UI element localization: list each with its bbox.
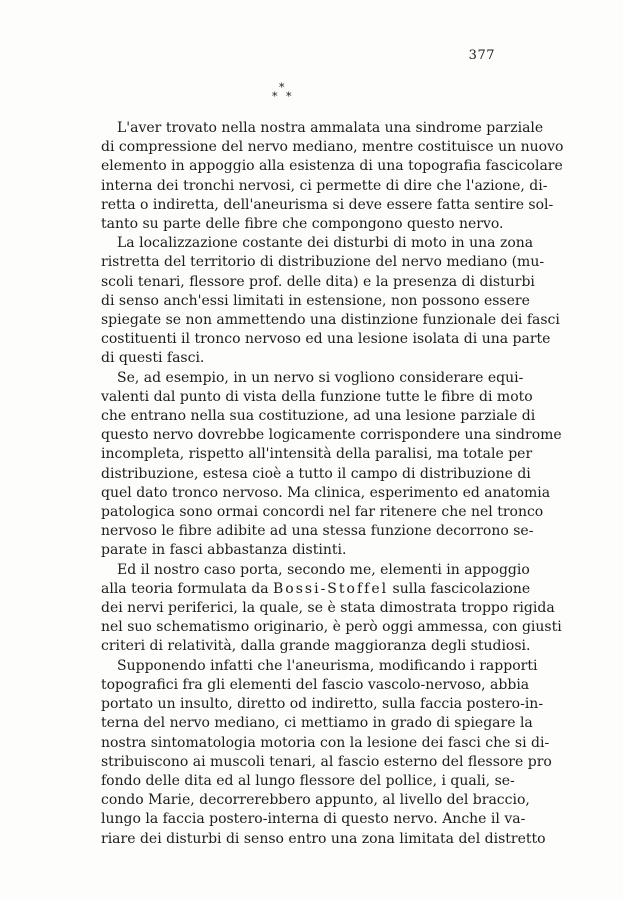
text-line: Supponendo infatti che l'aneurisma, modificando i rapporti <box>117 657 538 674</box>
text-line: stribuiscono ai muscoli tenari, al fascio esterno del flessore pro <box>101 753 552 770</box>
text-fragment: nel suo schematismo originario, è però oggi ammessa, con giusti <box>101 619 562 636</box>
text-line: riare dei disturbi di senso entro una zona limitata del distretto <box>101 830 546 847</box>
text-line: costituenti il tronco nervoso ed una lesione isolata di una parte <box>101 331 551 348</box>
text-line: Se, ad esempio, in un nervo si vogliono considerare equi- <box>117 369 524 386</box>
text-line: fondo delle dita ed al lungo flessore del pollice, i quali, se- <box>101 772 515 789</box>
text-line: L'aver trovato nella nostra ammalata una sindrome parziale <box>117 120 544 136</box>
paragraph <box>101 369 562 561</box>
text-fragment: alla teoria formulata da <box>101 580 274 597</box>
text-line: di compressione del nervo mediano, mentre costituisce un nuovo <box>101 139 564 156</box>
text-line: elemento in appoggio alla esistenza di una topografia fascicolare <box>101 158 563 175</box>
page-number: 377 <box>468 48 495 63</box>
paragraph <box>101 119 564 234</box>
text-line: terna del nervo mediano, ci mettiamo in grado di spiegare la <box>101 715 533 732</box>
text-line <box>101 599 555 618</box>
text-line: di questi fasci. <box>101 350 205 367</box>
text-fragment: criteri di relatività, dalla grande maggioranza degli studiosi. <box>101 638 531 655</box>
text-line: nervoso le fibre adibite ad una stessa funzione decorrono se- <box>101 523 534 540</box>
paragraph <box>101 657 552 849</box>
text-line: lungo la faccia postero-interna di questo nervo. Anche il va- <box>101 811 526 828</box>
text-fragment: dei nervi periferici, la quale, se è stata dimostrata troppo rigida <box>101 600 555 617</box>
text-fragment: sulla fascicolazione <box>388 580 531 597</box>
body-text <box>101 119 564 849</box>
section-asterism <box>270 82 300 108</box>
asterism-star: * <box>272 90 278 103</box>
text-line: incompleta, rispetto all'intensità della paralisi, ma totale per <box>101 446 533 463</box>
text-line: condo Marie, decorrerebbero appunto, al livello del braccio, <box>101 792 530 809</box>
text-line: valenti dal punto di vista della funzione tutte le fibre di moto <box>101 388 533 405</box>
text-line <box>101 580 531 599</box>
text-line: questo nervo dovrebbe logicamente corrispondere una sindrome <box>101 427 562 444</box>
text-line: La localizzazione costante dei disturbi di moto in una zona <box>117 235 534 252</box>
paragraph <box>101 234 560 368</box>
text-line: portato un insulto, diretto od indiretto, sulla faccia postero-in- <box>101 696 544 713</box>
text-line: distribuzione, estesa cioè a tutto il campo di distribuzione di <box>101 465 531 482</box>
text-line <box>101 561 530 580</box>
author-name: Bossi-Stoffel <box>273 580 389 597</box>
text-line: retta o indiretta, dell'aneurisma si deve essere fatta sentire sol- <box>101 196 554 213</box>
text-line: quel dato tronco nervoso. Ma clinica, esperimento ed anatomia <box>101 484 551 501</box>
text-line: patologica sono ormai concordi nel far ritenere che nel tronco <box>101 504 544 521</box>
text-line: spiegate se non ammettendo una distinzione funzionale dei fasci <box>101 312 560 329</box>
text-line: nostra sintomatologia motoria con la lesione dei fasci che si di- <box>101 734 550 751</box>
text-line: di senso anch'essi limitati in estensione, non possono essere <box>101 292 530 309</box>
text-line: ristretta del territorio di distribuzione del nervo mediano (mu- <box>101 254 545 271</box>
asterism-star: * <box>279 81 285 94</box>
paragraph <box>101 561 562 657</box>
text-line: parate in fasci abbastanza distinti. <box>101 542 347 559</box>
text-fragment: Ed il nostro caso porta, secondo me, elementi in appoggio <box>117 561 530 578</box>
text-line: che entrano nella sua costituzione, ad una lesione parziale di <box>101 408 536 425</box>
text-line: interna dei tronchi nervosi, ci permette di dire che l'azione, di- <box>101 177 548 194</box>
text-line: scoli tenari, flessore prof. delle dita) e la presenza di disturbi <box>101 273 535 290</box>
text-line <box>101 637 531 656</box>
asterism-star: * <box>286 90 292 103</box>
text-line: topografici fra gli elementi del fascio vascolo-nervoso, abbia <box>101 676 530 693</box>
text-line: tanto su parte delle fibre che compongono questo nervo. <box>101 216 504 233</box>
text-line <box>101 618 562 637</box>
